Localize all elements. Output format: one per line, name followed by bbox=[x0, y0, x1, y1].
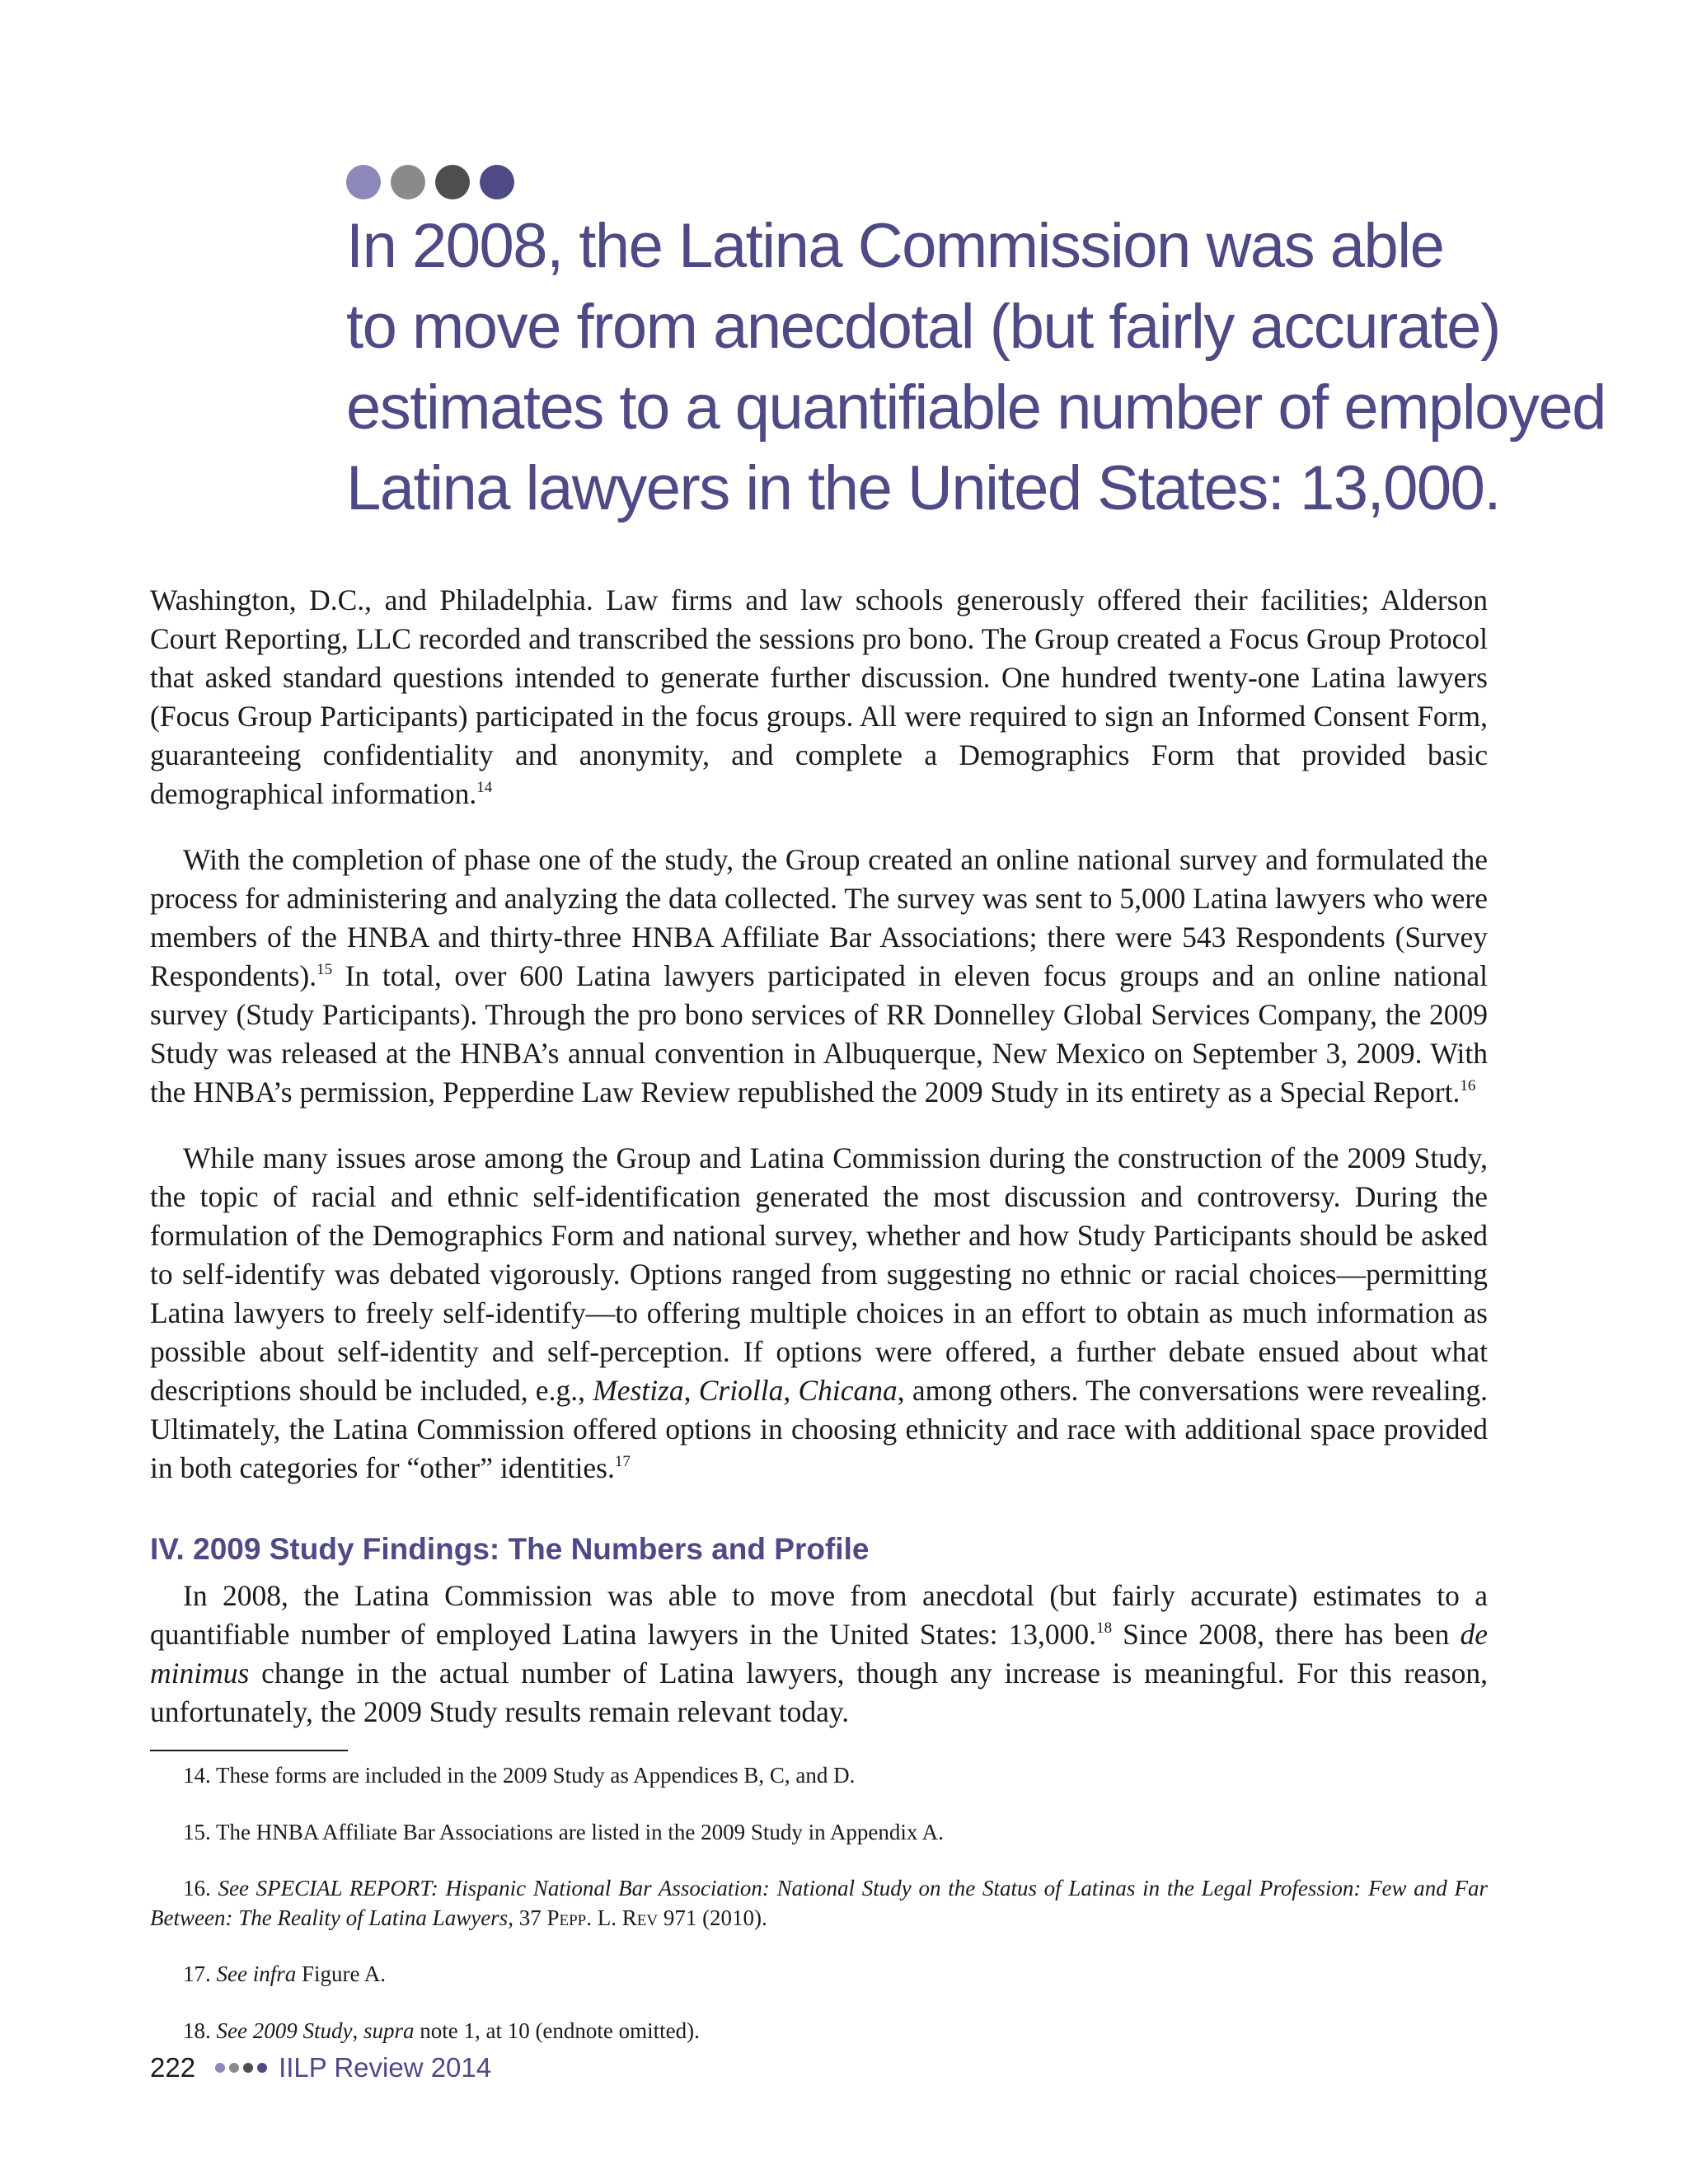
footnote: 17. See infra Figure A. bbox=[183, 1961, 386, 1986]
section-heading: IV. 2009 Study Findings: The Numbers and Profile bbox=[150, 1532, 870, 1566]
paragraph: With the completion of phase one of the study, the Group created an online national survey and formulated the process for administering and analyzing the data collected. The survey was sent to 5,000 Latina lawyers who were members of the HNBA and thirty-three HNBA Affiliate Bar Associations; there were 543 Respondents (Survey Respondents).$^{15}$ In total, over 600 Latina lawyers participated in eleven focus groups and an online national survey (Study Participants). Through the pro bono services of RR Donnelley Global Services Company, the 2009 Study was released at the HNBA’s annual convention in Albuquerque, New Mexico on September 3, 2009. With the HNBA’s permission, Pepperdine Law Review republished the 2009 Study in its entirety as a Special Report.$^{16}$ bbox=[150, 843, 1488, 1108]
footnote-ref: 16 bbox=[1460, 1077, 1476, 1094]
dot-icon bbox=[257, 2063, 267, 2073]
footnotes bbox=[150, 1761, 1488, 2046]
dot-icon bbox=[243, 2063, 253, 2073]
paragraph: Washington, D.C., and Philadelphia. Law firms and law schools generously offered their facilities; Alderson Court Reporting, LLC recorded and transcribed the sessions pro bono. The Group created a Focus Group Protocol that asked standard questions intended to generate further discussion. One hundred twenty-one Latina lawyers (Focus Group Participants) participated in the focus groups. All were required to sign an Informed Consent Form, guaranteeing confidentiality and anonymity, and complete a Demographics Form that provided basic demographical information.$^{14}$ bbox=[150, 583, 1488, 810]
footnote: 14. These forms are included in the 2009 Study as Appendices B, C, and D. bbox=[183, 1763, 856, 1788]
pull-quote-line: In 2008, the Latina Commission was able bbox=[346, 211, 1444, 281]
footnote-ref: 18 bbox=[1096, 1619, 1113, 1637]
page-number: 222 bbox=[150, 2052, 196, 2083]
pull-quote bbox=[346, 206, 1606, 529]
footnote-ref: 15 bbox=[316, 961, 333, 978]
paragraph: While many issues arose among the Group and Latina Commission during the construction of the 2009 Study, the topic of racial and ethnic self-identification generated the most discussion and controversy. During the formulation of the Demographics Form and national survey, whether and how Study Participants should be asked to self-identify was debated vigorously. Options ranged from suggesting no ethnic or racial choices—permitting Latina lawyers to freely self-identify—to offering multiple choices in an effort to obtain as much information as possible about self-identity and self-perception. If options were offered, a further debate ensued about what descriptions should be included, e.g., Mestiza, Criolla, Chicana, among others. The conversations were revealing. Ultimately, the Latina Commission offered options in choosing ethnicity and race with additional space provided in both categories for “other” identities.$^{17}$ bbox=[150, 1141, 1489, 1484]
publication-name: IILP Review 2014 bbox=[279, 2052, 492, 2083]
dot-icon bbox=[480, 165, 514, 199]
page-footer bbox=[150, 2052, 491, 2083]
dot-icon bbox=[391, 165, 425, 199]
pull-quote-line: Latina lawyers in the United States: 13,000. bbox=[346, 453, 1501, 523]
dot-icon bbox=[435, 165, 470, 199]
footnote: 16. See SPECIAL REPORT: Hispanic National Bar Association: National Study on the Status of Latinas in the Legal Profession: Few and Far Between: The Reality of Latina Lawyers, 37 Pepp. L. Rev 971 (2010). bbox=[150, 1876, 1489, 1930]
footnote-ref: 17 bbox=[614, 1453, 631, 1470]
footer-dots bbox=[215, 2063, 267, 2073]
footnote: 18. See 2009 Study, supra note 1, at 10 (endnote omitted). bbox=[183, 2018, 700, 2043]
dot-icon bbox=[215, 2063, 225, 2073]
pull-quote-line: estimates to a quantifiable number of employed bbox=[346, 373, 1606, 443]
footnote: 15. The HNBA Affiliate Bar Associations are listed in the 2009 Study in Appendix A. bbox=[183, 1819, 944, 1844]
footnote-ref: 14 bbox=[476, 779, 493, 796]
pull-quote-line: to move from anecdotal (but fairly accurate) bbox=[346, 292, 1500, 362]
body-text bbox=[150, 581, 1488, 2046]
dot-icon bbox=[229, 2063, 239, 2073]
decorative-dots bbox=[346, 165, 514, 199]
footnote-divider bbox=[150, 1750, 348, 1751]
paragraph: In 2008, the Latina Commission was able to move from anecdotal (but fairly accurate) estimates to a quantifiable number of employed Latina lawyers in the United States: 13,000.18 Since 2008, there has been de minimus change in the actual number of Latina lawyers, though any increase is meaningful. For this reason, unfortunately, the 2009 Study results remain relevant today. bbox=[150, 1579, 1489, 1728]
dot-icon bbox=[346, 165, 381, 199]
